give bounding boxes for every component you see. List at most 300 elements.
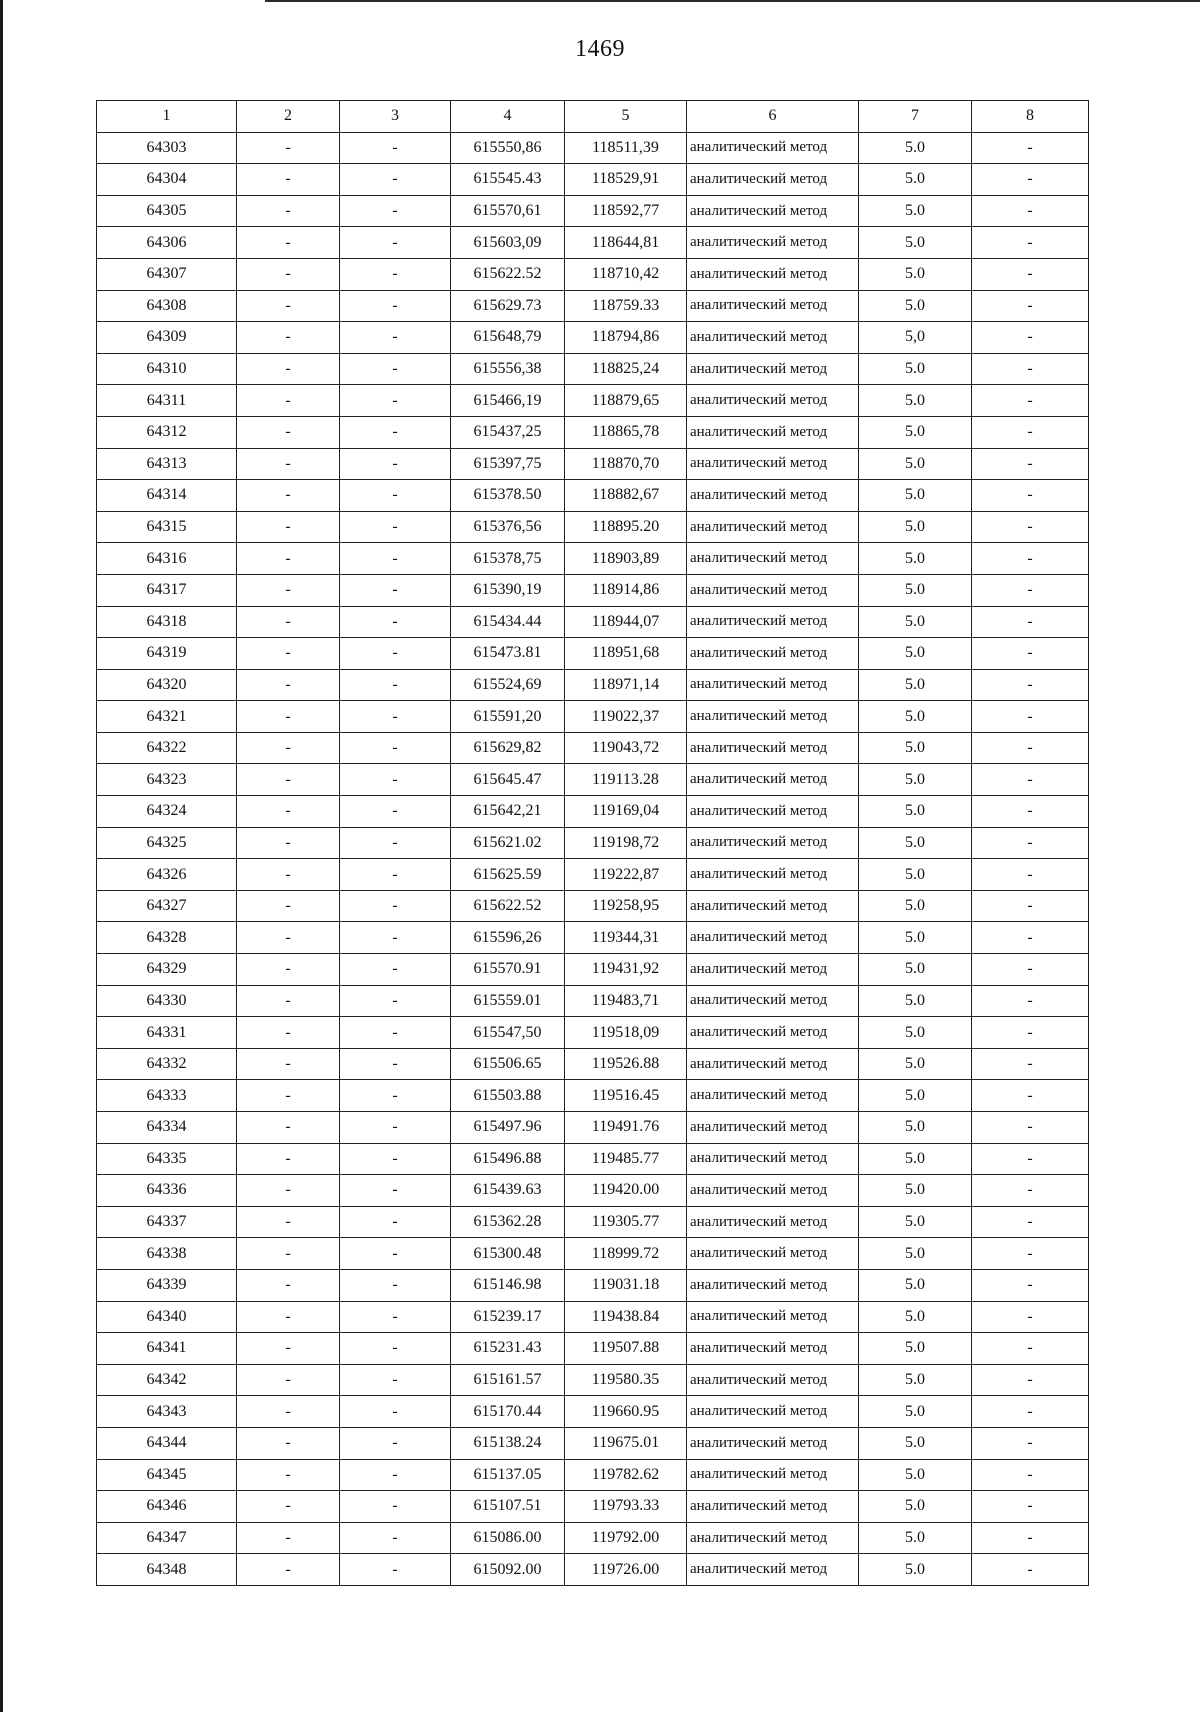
x-coordinate-cell: 615596,26 bbox=[451, 922, 565, 954]
y-coordinate-cell: 119792.00 bbox=[565, 1522, 687, 1554]
y-coordinate-cell: 118511,39 bbox=[565, 132, 687, 164]
point-number-cell: 64308 bbox=[97, 290, 237, 322]
method-cell: аналитический метод bbox=[687, 322, 859, 354]
point-number-cell: 64321 bbox=[97, 701, 237, 733]
x-coordinate-cell: 615570,61 bbox=[451, 195, 565, 227]
point-number-cell: 64307 bbox=[97, 258, 237, 290]
point-number-cell: 64316 bbox=[97, 543, 237, 575]
col-2-value-cell: - bbox=[237, 385, 340, 417]
point-number-cell: 64341 bbox=[97, 1333, 237, 1365]
accuracy-cell: 5.0 bbox=[859, 1459, 972, 1491]
col-8-value-cell: - bbox=[972, 353, 1089, 385]
method-cell: аналитический метод bbox=[687, 764, 859, 796]
y-coordinate-cell: 119580.35 bbox=[565, 1364, 687, 1396]
table-row bbox=[97, 543, 1089, 575]
x-coordinate-cell: 615648,79 bbox=[451, 322, 565, 354]
accuracy-cell: 5.0 bbox=[859, 385, 972, 417]
col-8-value-cell: - bbox=[972, 827, 1089, 859]
y-coordinate-cell: 119169,04 bbox=[565, 796, 687, 828]
col-3-value-cell: - bbox=[340, 511, 451, 543]
point-number-cell: 64313 bbox=[97, 448, 237, 480]
col-8-value-cell: - bbox=[972, 669, 1089, 701]
method-cell: аналитический метод bbox=[687, 1301, 859, 1333]
point-number-cell: 64330 bbox=[97, 985, 237, 1017]
method-cell: аналитический метод bbox=[687, 132, 859, 164]
point-number-cell: 64306 bbox=[97, 227, 237, 259]
method-cell: аналитический метод bbox=[687, 195, 859, 227]
col-2-value-cell: - bbox=[237, 1238, 340, 1270]
point-number-cell: 64305 bbox=[97, 195, 237, 227]
scan-edge-left bbox=[0, 0, 3, 1712]
col-2-value-cell: - bbox=[237, 606, 340, 638]
accuracy-cell: 5.0 bbox=[859, 227, 972, 259]
accuracy-cell: 5.0 bbox=[859, 448, 972, 480]
col-8-value-cell: - bbox=[972, 480, 1089, 512]
column-header-4: 4 bbox=[451, 101, 565, 133]
table-row bbox=[97, 1554, 1089, 1586]
col-8-value-cell: - bbox=[972, 796, 1089, 828]
col-3-value-cell: - bbox=[340, 132, 451, 164]
accuracy-cell: 5.0 bbox=[859, 701, 972, 733]
col-3-value-cell: - bbox=[340, 1459, 451, 1491]
x-coordinate-cell: 615506.65 bbox=[451, 1048, 565, 1080]
col-2-value-cell: - bbox=[237, 1206, 340, 1238]
col-3-value-cell: - bbox=[340, 701, 451, 733]
accuracy-cell: 5.0 bbox=[859, 1175, 972, 1207]
col-2-value-cell: - bbox=[237, 922, 340, 954]
col-8-value-cell: - bbox=[972, 543, 1089, 575]
method-cell: аналитический метод bbox=[687, 1396, 859, 1428]
point-number-cell: 64320 bbox=[97, 669, 237, 701]
table-row bbox=[97, 1491, 1089, 1523]
col-2-value-cell: - bbox=[237, 322, 340, 354]
col-3-value-cell: - bbox=[340, 290, 451, 322]
col-2-value-cell: - bbox=[237, 227, 340, 259]
y-coordinate-cell: 118999.72 bbox=[565, 1238, 687, 1270]
table-row bbox=[97, 448, 1089, 480]
table-row bbox=[97, 353, 1089, 385]
method-cell: аналитический метод bbox=[687, 1333, 859, 1365]
col-2-value-cell: - bbox=[237, 1364, 340, 1396]
col-8-value-cell: - bbox=[972, 1459, 1089, 1491]
col-2-value-cell: - bbox=[237, 1301, 340, 1333]
table-row bbox=[97, 606, 1089, 638]
method-cell: аналитический метод bbox=[687, 1206, 859, 1238]
table-row bbox=[97, 1017, 1089, 1049]
col-8-value-cell: - bbox=[972, 1175, 1089, 1207]
point-number-cell: 64315 bbox=[97, 511, 237, 543]
x-coordinate-cell: 615629,82 bbox=[451, 732, 565, 764]
table-row bbox=[97, 290, 1089, 322]
accuracy-cell: 5.0 bbox=[859, 764, 972, 796]
col-3-value-cell: - bbox=[340, 669, 451, 701]
col-3-value-cell: - bbox=[340, 1080, 451, 1112]
point-number-cell: 64336 bbox=[97, 1175, 237, 1207]
method-cell: аналитический метод bbox=[687, 290, 859, 322]
accuracy-cell: 5.0 bbox=[859, 985, 972, 1017]
column-header-5: 5 bbox=[565, 101, 687, 133]
x-coordinate-cell: 615466,19 bbox=[451, 385, 565, 417]
y-coordinate-cell: 118529,91 bbox=[565, 164, 687, 196]
col-2-value-cell: - bbox=[237, 1143, 340, 1175]
x-coordinate-cell: 615622.52 bbox=[451, 890, 565, 922]
x-coordinate-cell: 615086.00 bbox=[451, 1522, 565, 1554]
table-row bbox=[97, 922, 1089, 954]
table-body bbox=[97, 132, 1089, 1585]
x-coordinate-cell: 615497.96 bbox=[451, 1112, 565, 1144]
table-row bbox=[97, 164, 1089, 196]
method-cell: аналитический метод bbox=[687, 416, 859, 448]
point-number-cell: 64322 bbox=[97, 732, 237, 764]
y-coordinate-cell: 119726.00 bbox=[565, 1554, 687, 1586]
method-cell: аналитический метод bbox=[687, 985, 859, 1017]
col-2-value-cell: - bbox=[237, 448, 340, 480]
x-coordinate-cell: 615434.44 bbox=[451, 606, 565, 638]
col-2-value-cell: - bbox=[237, 638, 340, 670]
accuracy-cell: 5.0 bbox=[859, 859, 972, 891]
col-2-value-cell: - bbox=[237, 511, 340, 543]
point-number-cell: 64327 bbox=[97, 890, 237, 922]
col-8-value-cell: - bbox=[972, 195, 1089, 227]
y-coordinate-cell: 118882,67 bbox=[565, 480, 687, 512]
col-8-value-cell: - bbox=[972, 1080, 1089, 1112]
table-row bbox=[97, 1333, 1089, 1365]
method-cell: аналитический метод bbox=[687, 954, 859, 986]
y-coordinate-cell: 119022,37 bbox=[565, 701, 687, 733]
col-3-value-cell: - bbox=[340, 353, 451, 385]
y-coordinate-cell: 118759.33 bbox=[565, 290, 687, 322]
col-3-value-cell: - bbox=[340, 322, 451, 354]
col-2-value-cell: - bbox=[237, 574, 340, 606]
x-coordinate-cell: 615591,20 bbox=[451, 701, 565, 733]
table-row bbox=[97, 890, 1089, 922]
method-cell: аналитический метод bbox=[687, 1175, 859, 1207]
col-2-value-cell: - bbox=[237, 290, 340, 322]
accuracy-cell: 5.0 bbox=[859, 606, 972, 638]
x-coordinate-cell: 615437,25 bbox=[451, 416, 565, 448]
col-8-value-cell: - bbox=[972, 732, 1089, 764]
method-cell: аналитический метод bbox=[687, 1112, 859, 1144]
x-coordinate-cell: 615376,56 bbox=[451, 511, 565, 543]
accuracy-cell: 5,0 bbox=[859, 322, 972, 354]
col-2-value-cell: - bbox=[237, 1017, 340, 1049]
col-2-value-cell: - bbox=[237, 669, 340, 701]
col-8-value-cell: - bbox=[972, 1396, 1089, 1428]
x-coordinate-cell: 615146.98 bbox=[451, 1269, 565, 1301]
table-row bbox=[97, 1364, 1089, 1396]
x-coordinate-cell: 615107.51 bbox=[451, 1491, 565, 1523]
table-row bbox=[97, 416, 1089, 448]
point-number-cell: 64314 bbox=[97, 480, 237, 512]
point-number-cell: 64311 bbox=[97, 385, 237, 417]
col-8-value-cell: - bbox=[972, 164, 1089, 196]
point-number-cell: 64346 bbox=[97, 1491, 237, 1523]
col-8-value-cell: - bbox=[972, 574, 1089, 606]
col-3-value-cell: - bbox=[340, 1175, 451, 1207]
point-number-cell: 64310 bbox=[97, 353, 237, 385]
x-coordinate-cell: 615645.47 bbox=[451, 764, 565, 796]
method-cell: аналитический метод bbox=[687, 511, 859, 543]
x-coordinate-cell: 615524,69 bbox=[451, 669, 565, 701]
y-coordinate-cell: 118870,70 bbox=[565, 448, 687, 480]
y-coordinate-cell: 119675.01 bbox=[565, 1427, 687, 1459]
x-coordinate-cell: 615570.91 bbox=[451, 954, 565, 986]
x-coordinate-cell: 615239.17 bbox=[451, 1301, 565, 1333]
accuracy-cell: 5.0 bbox=[859, 1364, 972, 1396]
x-coordinate-cell: 615300.48 bbox=[451, 1238, 565, 1270]
col-8-value-cell: - bbox=[972, 1301, 1089, 1333]
table-row bbox=[97, 638, 1089, 670]
point-number-cell: 64319 bbox=[97, 638, 237, 670]
y-coordinate-cell: 119660.95 bbox=[565, 1396, 687, 1428]
col-3-value-cell: - bbox=[340, 416, 451, 448]
col-3-value-cell: - bbox=[340, 1427, 451, 1459]
col-2-value-cell: - bbox=[237, 1522, 340, 1554]
point-number-cell: 64338 bbox=[97, 1238, 237, 1270]
table-row bbox=[97, 1048, 1089, 1080]
method-cell: аналитический метод bbox=[687, 1048, 859, 1080]
table-row bbox=[97, 322, 1089, 354]
point-number-cell: 64312 bbox=[97, 416, 237, 448]
x-coordinate-cell: 615642,21 bbox=[451, 796, 565, 828]
accuracy-cell: 5.0 bbox=[859, 954, 972, 986]
col-8-value-cell: - bbox=[972, 1427, 1089, 1459]
x-coordinate-cell: 615161.57 bbox=[451, 1364, 565, 1396]
method-cell: аналитический метод bbox=[687, 448, 859, 480]
col-2-value-cell: - bbox=[237, 1396, 340, 1428]
point-number-cell: 64345 bbox=[97, 1459, 237, 1491]
y-coordinate-cell: 118951,68 bbox=[565, 638, 687, 670]
col-8-value-cell: - bbox=[972, 416, 1089, 448]
accuracy-cell: 5.0 bbox=[859, 480, 972, 512]
method-cell: аналитический метод bbox=[687, 922, 859, 954]
col-3-value-cell: - bbox=[340, 638, 451, 670]
col-2-value-cell: - bbox=[237, 701, 340, 733]
method-cell: аналитический метод bbox=[687, 796, 859, 828]
table-row bbox=[97, 1459, 1089, 1491]
table-row bbox=[97, 574, 1089, 606]
point-number-cell: 64303 bbox=[97, 132, 237, 164]
accuracy-cell: 5.0 bbox=[859, 1427, 972, 1459]
point-number-cell: 64342 bbox=[97, 1364, 237, 1396]
x-coordinate-cell: 615439.63 bbox=[451, 1175, 565, 1207]
accuracy-cell: 5.0 bbox=[859, 511, 972, 543]
coordinates-table bbox=[96, 100, 1089, 1586]
col-3-value-cell: - bbox=[340, 1206, 451, 1238]
col-2-value-cell: - bbox=[237, 480, 340, 512]
method-cell: аналитический метод bbox=[687, 732, 859, 764]
col-8-value-cell: - bbox=[972, 1491, 1089, 1523]
col-8-value-cell: - bbox=[972, 859, 1089, 891]
col-3-value-cell: - bbox=[340, 1301, 451, 1333]
col-8-value-cell: - bbox=[972, 1112, 1089, 1144]
x-coordinate-cell: 615559.01 bbox=[451, 985, 565, 1017]
y-coordinate-cell: 119222,87 bbox=[565, 859, 687, 891]
col-2-value-cell: - bbox=[237, 353, 340, 385]
y-coordinate-cell: 118895.20 bbox=[565, 511, 687, 543]
accuracy-cell: 5.0 bbox=[859, 353, 972, 385]
table-row bbox=[97, 764, 1089, 796]
x-coordinate-cell: 615397,75 bbox=[451, 448, 565, 480]
col-8-value-cell: - bbox=[972, 606, 1089, 638]
point-number-cell: 64324 bbox=[97, 796, 237, 828]
table-row bbox=[97, 669, 1089, 701]
accuracy-cell: 5.0 bbox=[859, 1238, 972, 1270]
col-8-value-cell: - bbox=[972, 1048, 1089, 1080]
y-coordinate-cell: 119782.62 bbox=[565, 1459, 687, 1491]
col-8-value-cell: - bbox=[972, 1333, 1089, 1365]
method-cell: аналитический метод bbox=[687, 227, 859, 259]
col-3-value-cell: - bbox=[340, 859, 451, 891]
accuracy-cell: 5.0 bbox=[859, 922, 972, 954]
table-row bbox=[97, 701, 1089, 733]
table-row bbox=[97, 1427, 1089, 1459]
y-coordinate-cell: 118825,24 bbox=[565, 353, 687, 385]
col-2-value-cell: - bbox=[237, 416, 340, 448]
col-3-value-cell: - bbox=[340, 890, 451, 922]
method-cell: аналитический метод bbox=[687, 1238, 859, 1270]
y-coordinate-cell: 119485.77 bbox=[565, 1143, 687, 1175]
x-coordinate-cell: 615473.81 bbox=[451, 638, 565, 670]
col-3-value-cell: - bbox=[340, 922, 451, 954]
accuracy-cell: 5.0 bbox=[859, 827, 972, 859]
y-coordinate-cell: 119031.18 bbox=[565, 1269, 687, 1301]
y-coordinate-cell: 119483,71 bbox=[565, 985, 687, 1017]
accuracy-cell: 5.0 bbox=[859, 1112, 972, 1144]
col-8-value-cell: - bbox=[972, 448, 1089, 480]
y-coordinate-cell: 118592,77 bbox=[565, 195, 687, 227]
table-row bbox=[97, 1238, 1089, 1270]
col-3-value-cell: - bbox=[340, 1269, 451, 1301]
point-number-cell: 64340 bbox=[97, 1301, 237, 1333]
x-coordinate-cell: 615362.28 bbox=[451, 1206, 565, 1238]
table-row bbox=[97, 827, 1089, 859]
point-number-cell: 64331 bbox=[97, 1017, 237, 1049]
x-coordinate-cell: 615496.88 bbox=[451, 1143, 565, 1175]
x-coordinate-cell: 615545.43 bbox=[451, 164, 565, 196]
col-3-value-cell: - bbox=[340, 1238, 451, 1270]
table-row bbox=[97, 732, 1089, 764]
accuracy-cell: 5.0 bbox=[859, 195, 972, 227]
accuracy-cell: 5.0 bbox=[859, 258, 972, 290]
y-coordinate-cell: 118944,07 bbox=[565, 606, 687, 638]
y-coordinate-cell: 119516.45 bbox=[565, 1080, 687, 1112]
col-3-value-cell: - bbox=[340, 227, 451, 259]
method-cell: аналитический метод bbox=[687, 1554, 859, 1586]
point-number-cell: 64339 bbox=[97, 1269, 237, 1301]
col-8-value-cell: - bbox=[972, 511, 1089, 543]
col-8-value-cell: - bbox=[972, 701, 1089, 733]
x-coordinate-cell: 615170.44 bbox=[451, 1396, 565, 1428]
accuracy-cell: 5.0 bbox=[859, 1554, 972, 1586]
col-3-value-cell: - bbox=[340, 258, 451, 290]
method-cell: аналитический метод bbox=[687, 1522, 859, 1554]
column-header-7: 7 bbox=[859, 101, 972, 133]
table-row bbox=[97, 132, 1089, 164]
col-8-value-cell: - bbox=[972, 258, 1089, 290]
header-row bbox=[97, 101, 1089, 133]
col-2-value-cell: - bbox=[237, 195, 340, 227]
table-row bbox=[97, 1112, 1089, 1144]
method-cell: аналитический метод bbox=[687, 606, 859, 638]
y-coordinate-cell: 119491.76 bbox=[565, 1112, 687, 1144]
table-row bbox=[97, 954, 1089, 986]
col-2-value-cell: - bbox=[237, 1333, 340, 1365]
table-row bbox=[97, 480, 1089, 512]
y-coordinate-cell: 119526.88 bbox=[565, 1048, 687, 1080]
point-number-cell: 64328 bbox=[97, 922, 237, 954]
col-2-value-cell: - bbox=[237, 890, 340, 922]
y-coordinate-cell: 119344,31 bbox=[565, 922, 687, 954]
y-coordinate-cell: 119305.77 bbox=[565, 1206, 687, 1238]
x-coordinate-cell: 615625.59 bbox=[451, 859, 565, 891]
method-cell: аналитический метод bbox=[687, 1364, 859, 1396]
point-number-cell: 64334 bbox=[97, 1112, 237, 1144]
y-coordinate-cell: 118865,78 bbox=[565, 416, 687, 448]
accuracy-cell: 5.0 bbox=[859, 1491, 972, 1523]
col-2-value-cell: - bbox=[237, 1459, 340, 1491]
accuracy-cell: 5.0 bbox=[859, 164, 972, 196]
col-2-value-cell: - bbox=[237, 732, 340, 764]
col-2-value-cell: - bbox=[237, 827, 340, 859]
col-2-value-cell: - bbox=[237, 1080, 340, 1112]
accuracy-cell: 5.0 bbox=[859, 638, 972, 670]
col-8-value-cell: - bbox=[972, 1522, 1089, 1554]
x-coordinate-cell: 615137.05 bbox=[451, 1459, 565, 1491]
col-8-value-cell: - bbox=[972, 290, 1089, 322]
x-coordinate-cell: 615138.24 bbox=[451, 1427, 565, 1459]
col-3-value-cell: - bbox=[340, 1396, 451, 1428]
column-header-2: 2 bbox=[237, 101, 340, 133]
accuracy-cell: 5.0 bbox=[859, 732, 972, 764]
col-3-value-cell: - bbox=[340, 1364, 451, 1396]
x-coordinate-cell: 615621.02 bbox=[451, 827, 565, 859]
col-3-value-cell: - bbox=[340, 543, 451, 575]
col-3-value-cell: - bbox=[340, 1048, 451, 1080]
column-header-1: 1 bbox=[97, 101, 237, 133]
table-row bbox=[97, 1522, 1089, 1554]
col-8-value-cell: - bbox=[972, 890, 1089, 922]
x-coordinate-cell: 615603,09 bbox=[451, 227, 565, 259]
col-8-value-cell: - bbox=[972, 985, 1089, 1017]
scan-edge-top bbox=[265, 0, 1200, 2]
col-8-value-cell: - bbox=[972, 1143, 1089, 1175]
y-coordinate-cell: 118903,89 bbox=[565, 543, 687, 575]
table-row bbox=[97, 1175, 1089, 1207]
table-row bbox=[97, 985, 1089, 1017]
point-number-cell: 64304 bbox=[97, 164, 237, 196]
table-row bbox=[97, 1396, 1089, 1428]
col-2-value-cell: - bbox=[237, 132, 340, 164]
point-number-cell: 64323 bbox=[97, 764, 237, 796]
col-8-value-cell: - bbox=[972, 1364, 1089, 1396]
y-coordinate-cell: 119043,72 bbox=[565, 732, 687, 764]
y-coordinate-cell: 119113.28 bbox=[565, 764, 687, 796]
accuracy-cell: 5.0 bbox=[859, 1048, 972, 1080]
col-3-value-cell: - bbox=[340, 1143, 451, 1175]
accuracy-cell: 5.0 bbox=[859, 574, 972, 606]
y-coordinate-cell: 119431,92 bbox=[565, 954, 687, 986]
col-3-value-cell: - bbox=[340, 1554, 451, 1586]
accuracy-cell: 5.0 bbox=[859, 132, 972, 164]
method-cell: аналитический метод bbox=[687, 701, 859, 733]
accuracy-cell: 5.0 bbox=[859, 1269, 972, 1301]
table-row bbox=[97, 258, 1089, 290]
point-number-cell: 64337 bbox=[97, 1206, 237, 1238]
x-coordinate-cell: 615547,50 bbox=[451, 1017, 565, 1049]
table-row bbox=[97, 1080, 1089, 1112]
x-coordinate-cell: 615629.73 bbox=[451, 290, 565, 322]
